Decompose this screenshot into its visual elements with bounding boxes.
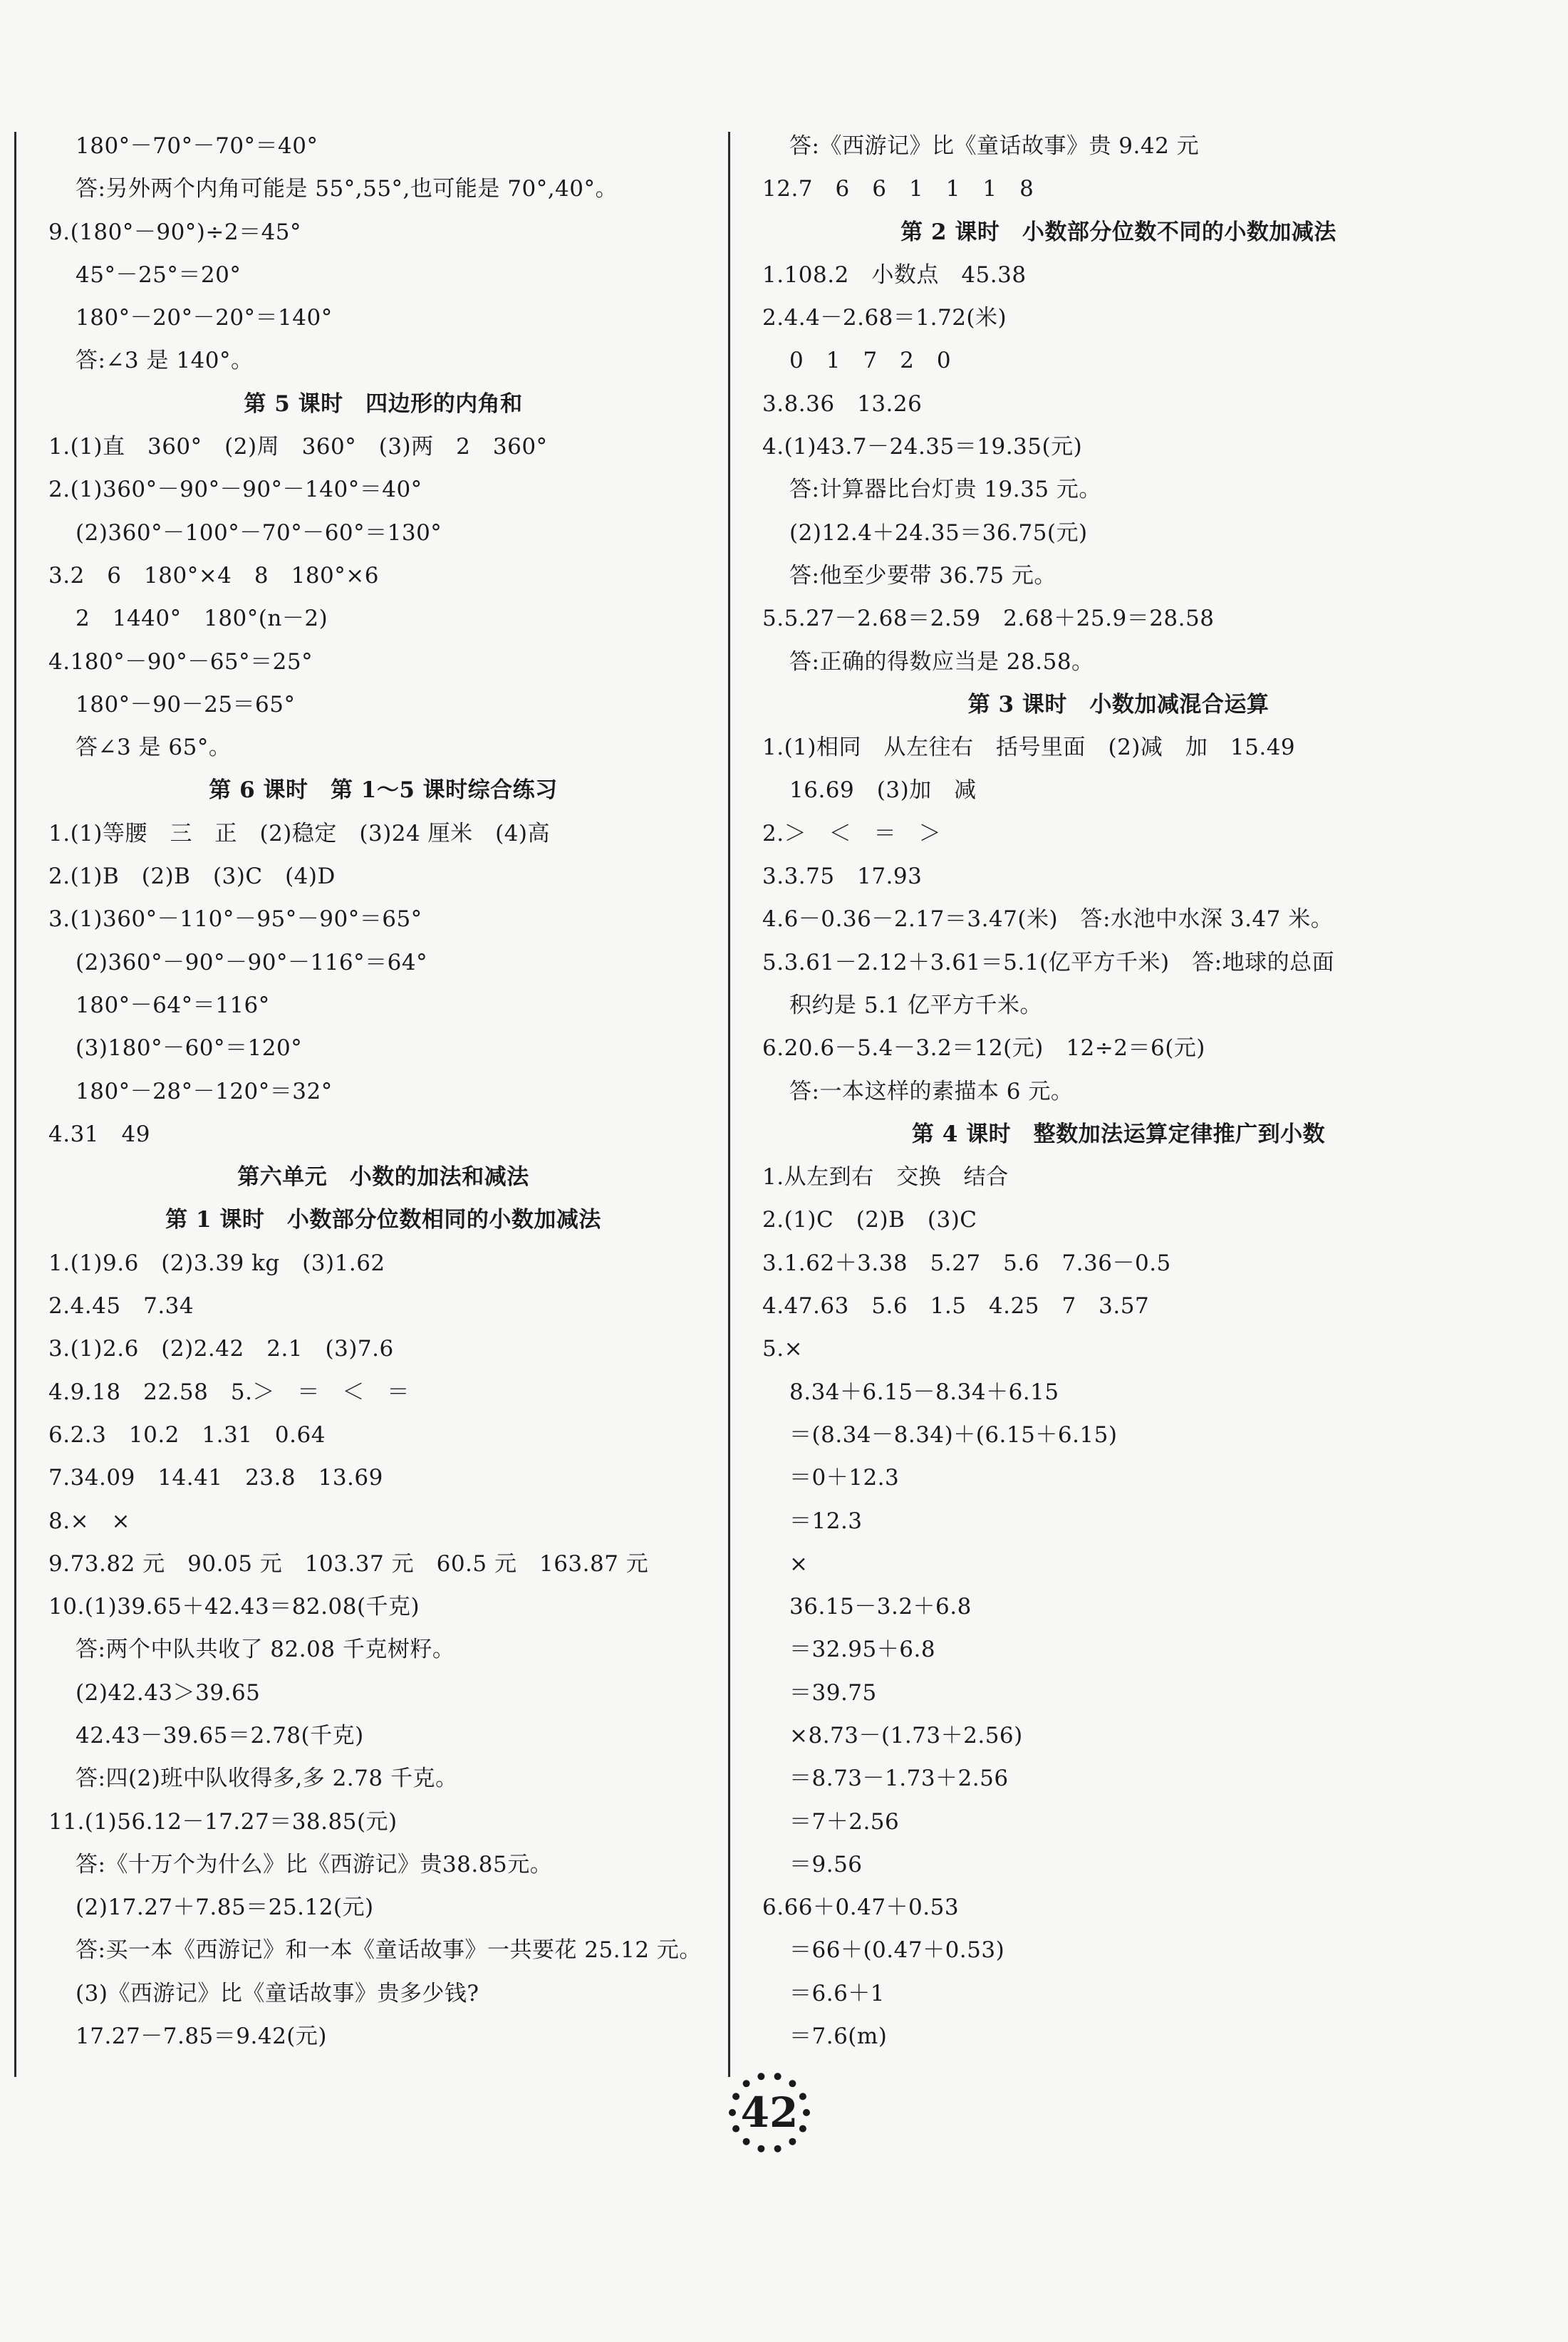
- answer-line: 4.47.63 5.6 1.5 4.25 7 3.57: [762, 1293, 1150, 1320]
- answer-line: 答:计算器比台灯贵 19.35 元。: [789, 477, 1101, 503]
- section-heading: 第 2 课时 小数部分位数不同的小数加减法: [900, 219, 1336, 245]
- answer-line: 4.6－0.36－2.17＝3.47(米) 答:水池中水深 3.47 米。: [762, 906, 1334, 933]
- answer-line: 12.7 6 6 1 1 1 8: [762, 176, 1034, 202]
- answer-line: 2.4.45 7.34: [48, 1293, 194, 1320]
- answer-line: 6.2.3 10.2 1.31 0.64: [48, 1421, 326, 1448]
- answer-line: 4.(1)43.7－24.35＝19.35(元): [762, 434, 1083, 460]
- answer-line: 180°－28°－120°＝32°: [76, 1078, 333, 1104]
- answer-line: 42.43－39.65＝2.78(千克): [76, 1722, 364, 1748]
- answer-line: 1.108.2 小数点 45.38: [762, 261, 1027, 288]
- answer-line: 6.20.6－5.4－3.2＝12(元) 12÷2＝6(元): [762, 1035, 1205, 1062]
- section-heading: 第六单元 小数的加法和减法: [237, 1164, 529, 1191]
- answer-line: 180°－70°－70°＝40°: [76, 133, 318, 159]
- answer-line: 1.从左到右 交换 结合: [762, 1164, 1009, 1191]
- answer-line: 10.(1)39.65＋42.43＝82.08(千克): [48, 1594, 420, 1620]
- answer-line: 答:买一本《西游记》和一本《童话故事》一共要花 25.12 元。: [76, 1937, 702, 1964]
- answer-line: 答:两个中队共收了 82.08 千克树籽。: [76, 1637, 455, 1663]
- section-heading: 第 5 课时 四边形的内角和: [244, 390, 523, 417]
- answer-line: 2.(1)C (2)B (3)C: [762, 1207, 977, 1233]
- answer-line: 答:正确的得数应当是 28.58。: [789, 648, 1094, 675]
- answer-line: 2.(1)360°－90°－90°－140°＝40°: [48, 477, 422, 503]
- answer-line: ＝66＋(0.47＋0.53): [789, 1937, 1005, 1964]
- answer-line: (2)12.4＋24.35＝36.75(元): [789, 519, 1088, 546]
- answer-line: 答:他至少要带 36.75 元。: [789, 562, 1056, 589]
- answer-line: 180°－90－25＝65°: [76, 691, 296, 717]
- answer-line: ＝(8.34－8.34)＋(6.15＋6.15): [789, 1421, 1118, 1448]
- answer-line: 3.(1)360°－110°－95°－90°＝65°: [48, 906, 422, 933]
- answer-line: 3.(1)2.6 (2)2.42 2.1 (3)7.6: [48, 1336, 394, 1362]
- answer-line: ＝7＋2.56: [789, 1808, 900, 1835]
- answer-line: 4.9.18 22.58 5.＞ ＝ ＜ ＝: [48, 1379, 410, 1405]
- answer-line: ＝12.3: [789, 1508, 863, 1534]
- answer-line: (2)17.27＋7.85＝25.12(元): [76, 1895, 374, 1921]
- answer-line: 4.31 49: [48, 1121, 150, 1147]
- section-heading: 第 3 课时 小数加减混合运算: [967, 691, 1270, 717]
- answer-line: 答:四(2)班中队收得多,多 2.78 千克。: [76, 1766, 458, 1792]
- answer-line: ＝0＋12.3: [789, 1465, 900, 1491]
- answer-line: ＝6.6＋1: [789, 1980, 886, 2006]
- answer-line: 答:一本这样的素描本 6 元。: [789, 1078, 1074, 1104]
- answer-line: 1.(1)等腰 三 正 (2)稳定 (3)24 厘米 (4)高: [48, 820, 551, 846]
- answer-line: 2.(1)B (2)B (3)C (4)D: [48, 864, 336, 890]
- left-margin-rule: [14, 132, 16, 2077]
- answer-line: 答:另外两个内角可能是 55°,55°,也可能是 70°,40°。: [76, 176, 618, 202]
- column-divider: [728, 132, 730, 2077]
- answer-line: 3.8.36 13.26: [762, 390, 923, 417]
- answer-line: ×: [789, 1550, 809, 1577]
- answer-line: 1.(1)9.6 (2)3.39 kg (3)1.62: [48, 1250, 385, 1276]
- answer-line: 5.5.27－2.68＝2.59 2.68＋25.9＝28.58: [762, 606, 1215, 632]
- answer-line: 17.27－7.85＝9.42(元): [76, 2024, 327, 2050]
- answer-line: 9.(180°－90°)÷2＝45°: [48, 219, 302, 245]
- left-column: [48, 125, 718, 2058]
- answer-line: 6.66＋0.47＋0.53: [762, 1895, 960, 1921]
- section-heading: 第 6 课时 第 1～5 课时综合练习: [209, 777, 558, 804]
- answer-line: 9.73.82 元 90.05 元 103.37 元 60.5 元 163.87 元: [48, 1550, 649, 1577]
- section-heading: 第 4 课时 整数加法运算定律推广到小数: [911, 1121, 1326, 1147]
- answer-line: 8.× ×: [48, 1508, 131, 1534]
- answer-line: (2)360°－100°－70°－60°＝130°: [76, 519, 442, 546]
- answer-line: 180°－64°＝116°: [76, 992, 270, 1018]
- answer-line: (3)180°－60°＝120°: [76, 1035, 303, 1062]
- answer-line: (2)42.43＞39.65: [76, 1679, 261, 1706]
- answer-line: ＝8.73－1.73＋2.56: [789, 1766, 1009, 1792]
- answer-line: ×8.73－(1.73＋2.56): [789, 1722, 1023, 1748]
- answer-line: 11.(1)56.12－17.27＝38.85(元): [48, 1808, 398, 1835]
- answer-line: 5.×: [762, 1336, 804, 1362]
- answer-line: 3.2 6 180°×4 8 180°×6: [48, 562, 379, 589]
- answer-line: 2.4.4－2.68＝1.72(米): [762, 305, 1007, 331]
- answer-line: 36.15－3.2＋6.8: [789, 1594, 972, 1620]
- answer-line: 1.(1)直 360° (2)周 360° (3)两 2 360°: [48, 434, 548, 460]
- answer-line: ＝39.75: [789, 1679, 877, 1706]
- answer-line: 答:《西游记》比《童话故事》贵 9.42 元: [789, 133, 1200, 159]
- answer-line: (3)《西游记》比《童话故事》贵多少钱?: [76, 1980, 479, 2006]
- page-number: 42: [740, 2088, 799, 2137]
- section-heading: 第 1 课时 小数部分位数相同的小数加减法: [165, 1207, 601, 1233]
- answer-line: 16.69 (3)加 减: [789, 777, 977, 804]
- answer-line: 1.(1)相同 从左往右 括号里面 (2)减 加 15.49: [762, 735, 1296, 761]
- answer-line: 2.＞ ＜ ＝ ＞: [762, 820, 942, 846]
- answer-line: 答:∠3 是 140°。: [76, 348, 254, 374]
- answer-line: 180°－20°－20°＝140°: [76, 305, 333, 331]
- answer-line: (2)360°－90°－90°－116°＝64°: [76, 949, 428, 975]
- page-number-badge: [727, 2070, 812, 2155]
- answer-line: 4.180°－90°－65°＝25°: [48, 648, 313, 675]
- answer-line: 3.1.62＋3.38 5.27 5.6 7.36－0.5: [762, 1250, 1171, 1276]
- answer-line: 答:《十万个为什么》比《西游记》贵38.85元。: [76, 1851, 553, 1877]
- answer-line: 积约是 5.1 亿平方千米。: [789, 992, 1043, 1018]
- answer-line: ＝9.56: [789, 1851, 863, 1877]
- answer-line: 答∠3 是 65°。: [76, 735, 232, 761]
- answer-line: 0 1 7 2 0: [789, 348, 952, 374]
- answer-line: ＝32.95＋6.8: [789, 1637, 936, 1663]
- answer-line: 45°－25°＝20°: [76, 261, 242, 288]
- answer-line: 5.3.61－2.12＋3.61＝5.1(亿平方千米) 答:地球的总面: [762, 949, 1335, 975]
- answer-line: 3.3.75 17.93: [762, 864, 923, 890]
- answer-line: 2 1440° 180°(n－2): [76, 606, 328, 632]
- right-column: [762, 125, 1475, 2058]
- answer-line: ＝7.6(m): [789, 2024, 888, 2050]
- answer-line: 8.34＋6.15－8.34＋6.15: [789, 1379, 1059, 1405]
- answer-line: 7.34.09 14.41 23.8 13.69: [48, 1465, 383, 1491]
